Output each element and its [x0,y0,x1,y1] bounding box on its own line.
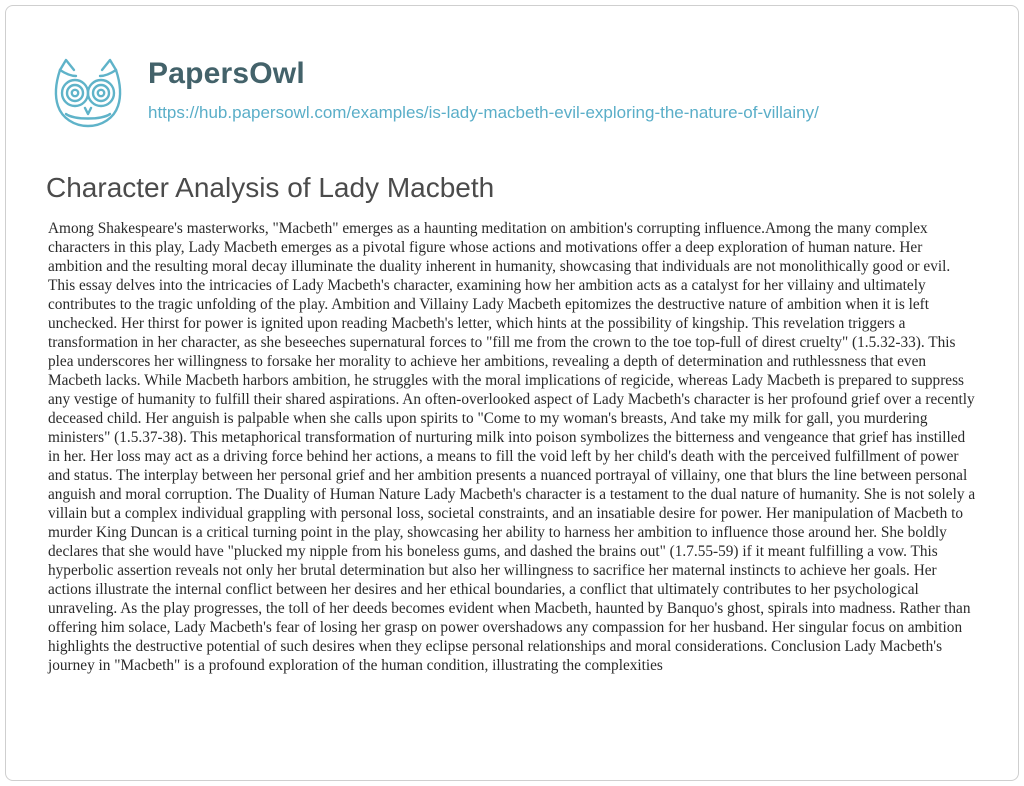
source-url: https://hub.papersowl.com/examples/is-lady-macbeth-evil-exploring-the-nature-of-villainy/ [148,103,819,122]
owl-logo-icon [46,48,130,132]
page-title: Character Analysis of Lady Macbeth [46,172,495,203]
brand-name: PapersOwl [148,57,305,90]
site-header [46,50,819,130]
essay-body: Among Shakespeare's masterworks, "Macbeth" emerges as a haunting meditation on ambition's corrupting influence.Among the many complex characters in this play, Lady Macbeth emerges as a pivotal figure whose actions and motivations offer a deep exploration of human nature. Her ambition and the resulting moral decay illuminate the duality inherent in humanity, showcasing that individuals are not monolithically good or evil. This essay delves into the intricacies of Lady Macbeth's character, examining how her ambition acts as a catalyst for her villainy and ultimately contributes to the tragic unfolding of the play. Ambition and Villainy Lady Macbeth epitomizes the destructive nature of ambition when it is left unchecked. Her thirst for power is ignited upon reading Macbeth's letter, which hints at the possibility of kingship. This revelation triggers a transformation in her character, as she beseeches supernatural forces to "fill me from the crown to the toe top-full of direst cruelty" (1.5.32-33). This plea underscores her willingness to forsake her morality to achieve her ambitions, revealing a depth of determination and ruthlessness that even Macbeth lacks. While Macbeth harbors ambition, he struggles with the moral implications of regicide, whereas Lady Macbeth is prepared to suppress any vestige of humanity to fulfill their shared aspirations. An often-overlooked aspect of Lady Macbeth's character is her profound grief over a recently deceased child. Her anguish is palpable when she calls upon spirits to "Come to my woman's breasts, And take my milk for gall, you murdering ministers" (1.5.37-38). This metaphorical transformation of nurturing milk into poison symbolizes the bitterness and vengeance that grief has instilled in her. Her loss may act as a driving force behind her actions, a means to fill the void left by her child's death with the perceived fulfillment of power and status. The interplay between her personal grief and her ambition presents a nuanced portrayal of villainy, one that blurs the line between personal anguish and moral corruption. The Duality of Human Nature Lady Macbeth's character is a testament to the dual nature of humanity. She is not solely a villain but a complex individual grappling with personal loss, societal constraints, and an insatiable desire for power. Her manipulation of Macbeth to murder King Duncan is a critical turning point in the play, showcasing her ability to harness her ambition to influence those around her. She boldly declares that she would have "plucked my nipple from his boneless gums, and dashed the brains out" (1.7.55-59) if it meant fulfilling a vow. This hyperbolic assertion reveals not only her brutal determination but also her willingness to sacrifice her maternal instincts to achieve her goals. Her actions illustrate the internal conflict between her desires and her ethical boundaries, a conflict that ultimately contributes to her psychological unraveling. As the play progresses, the toll of her deeds becomes evident when Macbeth, haunted by Banquo's ghost, spirals into madness. Rather than offering him solace, Lady Macbeth's fear of losing her grasp on power overshadows any compassion for her husband. Her singular focus on ambition highlights the destructive potential of such desires when they eclipse personal relationships and moral considerations. Conclusion Lady Macbeth's journey in "Macbeth" is a profound exploration of the human condition, illustrating the complexities [48,220,976,674]
brand-block [148,56,819,124]
